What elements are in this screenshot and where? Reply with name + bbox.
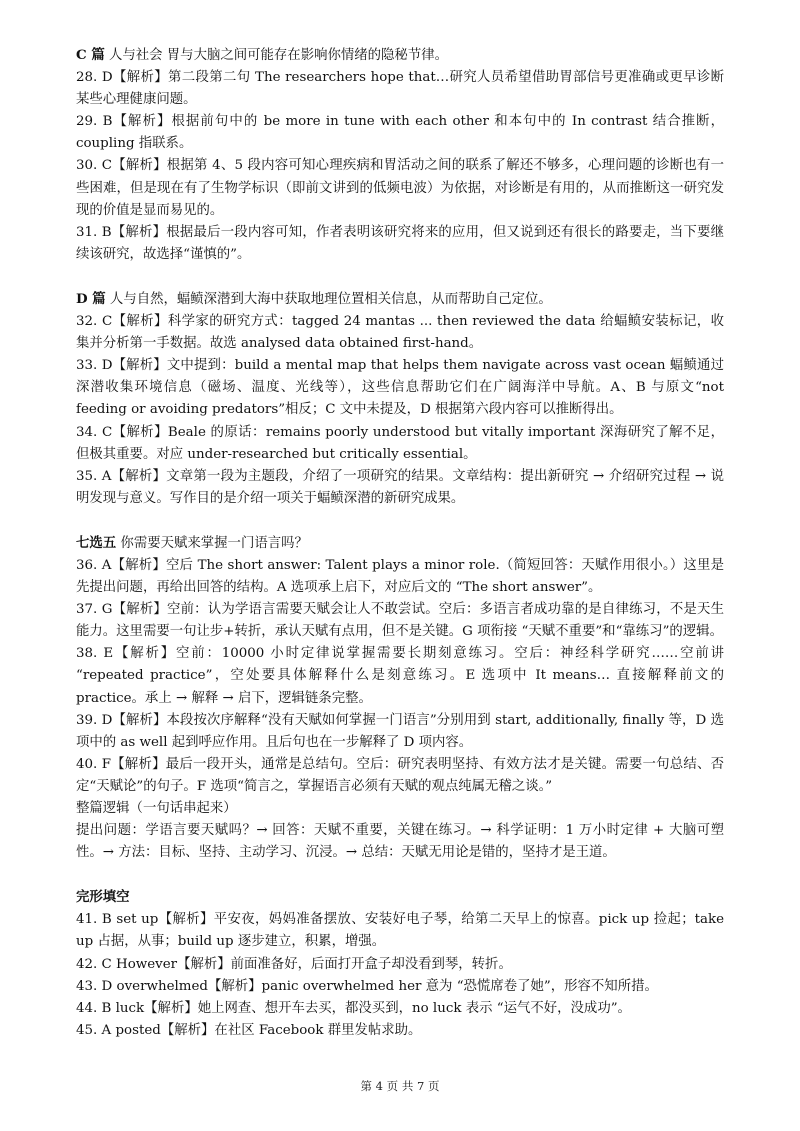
answer-item-45: 45. A posted【解析】在社区 Facebook 群里发帖求助。 [76, 1022, 422, 1038]
logic-summary-title: 整篇逻辑（一句话串起来） [76, 801, 237, 816]
answer-item-30: 30. C【解析】根据第 4、5 段内容可知心理疾病和胃活动之间的联系了解还不够多，心理问题的诊断也有一些困难，但是现在有了生物学标识（即前文讲到的低频电波）为依据，对诊断是有用的，从而推断这一研究发现的价值是显而易见的。 [76, 158, 724, 218]
answer-item-42: 42. C However【解析】前面准备好，后面打开盒子却没看到琴，转折。 [76, 956, 512, 972]
section-heading-cloze: 完形填空 [76, 889, 130, 906]
answer-item-31: 31. B【解析】根据最后一段内容可知，作者表明该研究将来的应用，但又说到还有很长的路要走，当下要继续该研究，故选择“谨慎的”。 [76, 224, 724, 262]
answer-item-39: 39. D【解析】本段按次序解释“没有天赋如何掌握一门语言”分别用到 start, additionally, finally 等，D 选项中的 as well 起到呼应作用。且后句也在一步解释了 D 项内容。 [76, 712, 724, 750]
logic-summary-text: 提出问题：学语言要天赋吗？→ 回答：天赋不重要，关键在练习。→ 科学证明：1 万小时定律 + 大脑可塑性。→ 方法：目标、坚持、主动学习、沉浸。→ 总结：天赋无用论是错的，坚持才是王道。 [76, 823, 724, 861]
answer-item-35: 35. A【解析】文章第一段为主题段，介绍了一项研究的结果。文章结构：提出新研究 → 介绍研究过程 → 说明发现与意义。写作目的是介绍一项关于蝠鲼深潜的新研究成果。 [76, 468, 724, 506]
answer-item-36: 36. A【解析】空后 The short answer: Talent plays a minor role.（简短回答：天赋作用很小。）这里是先提出问题，再给出回答的结构。A 选项承上启下，对应后文的 “The short answer”。 [76, 557, 724, 596]
answer-item-43: 43. D overwhelmed【解析】panic overwhelmed her 意为 “恐慌席卷了她”，形容不知所措。 [76, 978, 658, 994]
answer-item-38: 38. E【解析】空前：10000 小时定律说掌握需要长期刻意练习。空后：神经科学研究……空前讲 “repeated practice”，空处要具体解释什么是刻意练习。E 选项中 It means… 直接解释前文的 practice。承上 → 解释 → 启下，逻辑链条完整。 [76, 646, 724, 706]
answer-item-40: 40. F【解析】最后一段开头，通常是总结句。空后：研究表明坚持、有效方法才是关键。需要一句总结、否定“天赋论”的句子。F 选项“简言之，掌握语言必须有天赋的观点纯属无稽之谈。” [76, 756, 724, 794]
answer-item-37: 37. G【解析】空前：认为学语言需要天赋会让人不敢尝试。空后：多语言者成功靠的是自律练习，不是天生能力。这里需要一句让步+转折，承认天赋有点用，但不是关键。G 项衔接 “天赋不重要”和“靠练习”的逻辑。 [76, 602, 724, 640]
section-gap [76, 510, 724, 532]
section-gap [76, 864, 724, 886]
section-heading-c: C 篇 人与社会 胃与大脑之间可能存在影响你情绪的隐秘节律。 [76, 47, 448, 63]
page-number-footer: 第 4 页 共 7 页 [360, 1079, 440, 1093]
section-gap [76, 266, 724, 288]
section-heading-seven-choose-five: 七选五 你需要天赋来掌握一门语言吗？ [76, 534, 308, 551]
answer-content [76, 44, 724, 1042]
answer-item-33: 33. D【解析】文中提到：build a mental map that helps them navigate across vast ocean 蝠鲼通过深潜收集环境信息（磁场、温度、光线等），这些信息帮助它们在广阔海洋中导航。A、B 与原文“not feeding or avoiding predators”相反；C 文中未提及，D 根据第六段内容可以推断得出。 [76, 358, 724, 418]
answer-item-44: 44. B luck【解析】她上网查、想开车去买，都没买到，no luck 表示 “运气不好，没成功”。 [76, 1000, 631, 1016]
section-heading-d: D 篇 人与自然，蝠鲼深潜到大海中获取地理位置相关信息，从而帮助自己定位。 [76, 290, 552, 307]
answer-item-28: 28. D【解析】第二段第二句 The researchers hope that…研究人员希望借助胃部信号更准确或更早诊断某些心理健康问题。 [76, 70, 724, 108]
answer-item-29: 29. B【解析】根据前句中的 be more in tune with each other 和本句中的 In contrast 结合推断，coupling 指联系。 [76, 114, 724, 152]
answer-item-34: 34. C【解析】Beale 的原话：remains poorly understood but vitally important 深海研究了解不足，但极其重要。对应 under-researched but critically essential。 [76, 424, 724, 462]
answer-item-32: 32. C【解析】科学家的研究方式：tagged 24 mantas ... then reviewed the data 给蝠鲼安装标记，收集并分析第一手数据。故选 analysed data obtained first-hand。 [76, 314, 724, 352]
answer-item-41: 41. B set up【解析】平安夜，妈妈准备摆放、安装好电子琴，给第二天早上的惊喜。pick up 捡起；take up 占据，从事；build up 逐步建立，积累，增强。 [76, 912, 724, 950]
